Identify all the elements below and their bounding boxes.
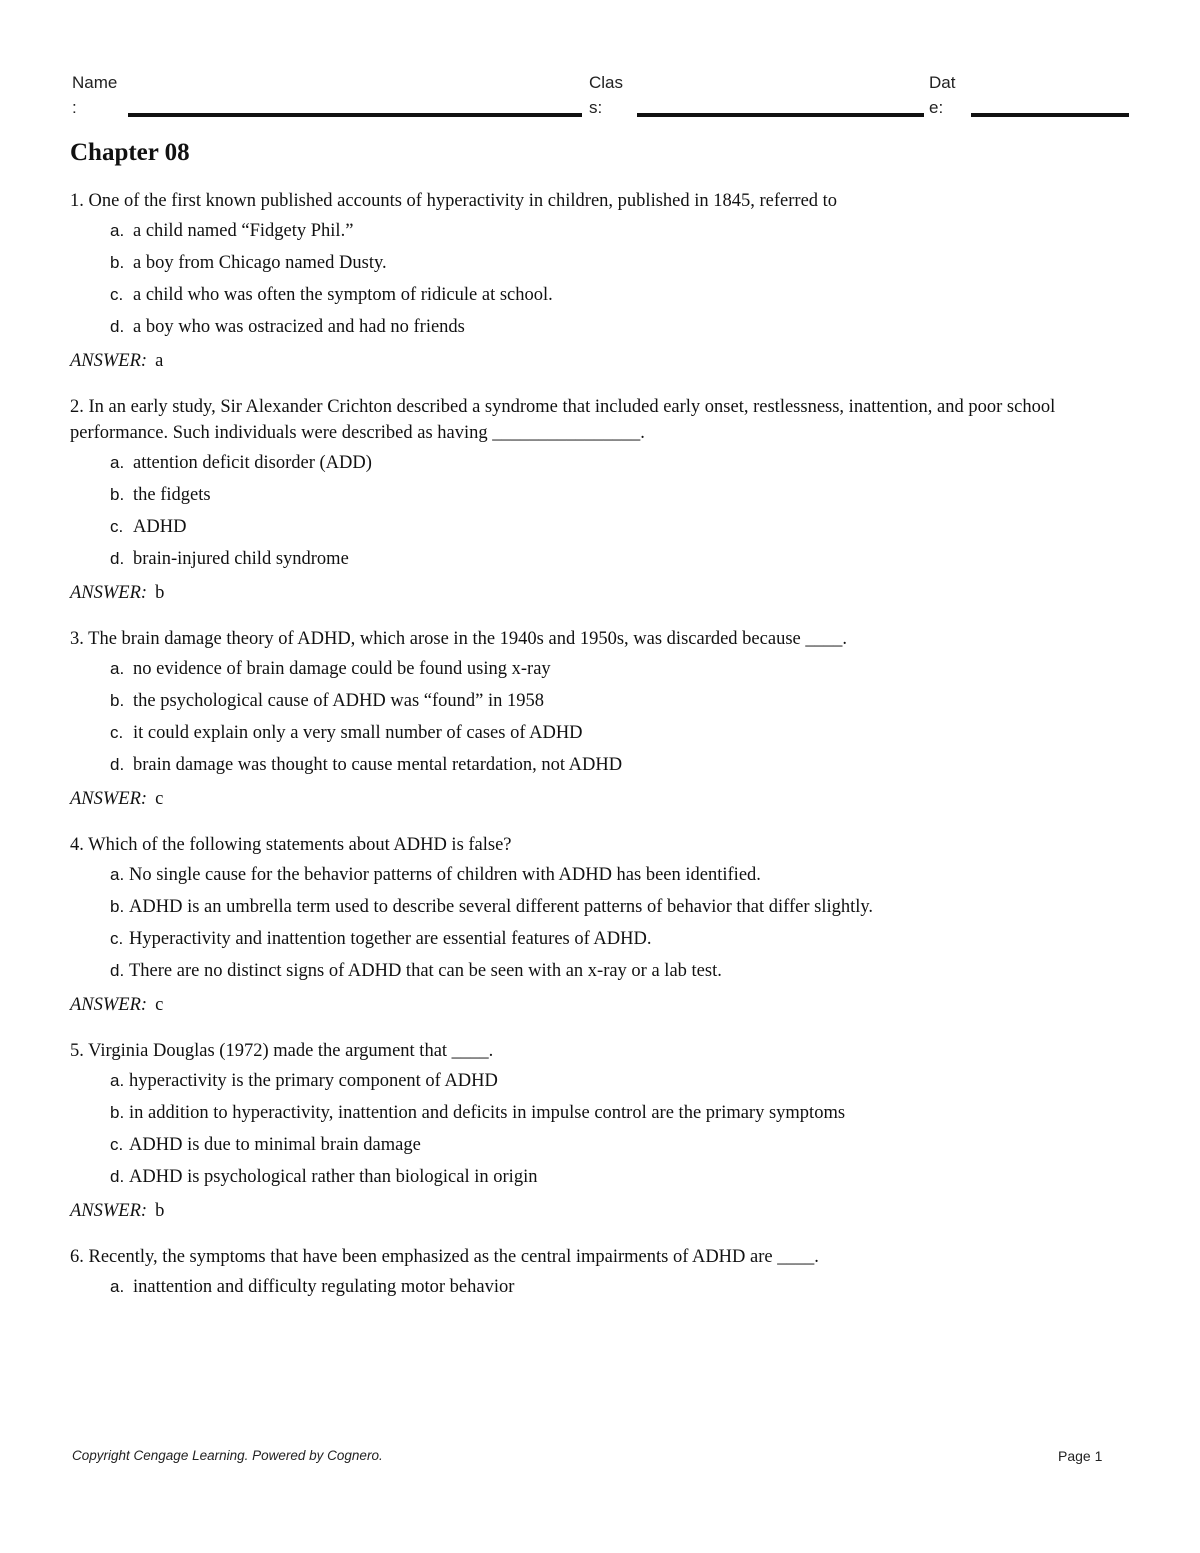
option-d	[110, 546, 1130, 572]
option-b	[110, 482, 1130, 508]
option-letter: c.	[110, 1135, 124, 1154]
option-d	[110, 314, 1130, 340]
option-c	[110, 514, 1130, 540]
option-letter: c.	[110, 517, 124, 536]
option-letter: a.	[110, 659, 125, 678]
option-text: a child named “Fidgety Phil.”	[133, 221, 354, 241]
date-label-bottom: e:	[929, 98, 944, 117]
class-label-bottom: s:	[589, 98, 603, 117]
answer	[70, 1198, 1130, 1224]
option-a	[110, 862, 1130, 888]
option-a	[110, 218, 1130, 244]
answer	[70, 992, 1130, 1018]
question-number: 1.	[70, 191, 84, 211]
question-text: One of the first known published accounts of hyperactivity in children, published in 1845, referred to	[88, 191, 838, 211]
name-label-top: Name	[72, 73, 118, 92]
option-text: No single cause for the behavior patterns of children with ADHD has been identified.	[129, 865, 761, 885]
question-stem	[70, 394, 1130, 446]
option-text: There are no distinct signs of ADHD that can be seen with an x-ray or a lab test.	[129, 961, 722, 981]
option-text: Hyperactivity and inattention together are essential features of ADHD.	[129, 929, 652, 949]
question-stem	[70, 832, 1130, 858]
question-1	[70, 188, 1130, 374]
name-line[interactable]	[128, 113, 582, 117]
question-list	[70, 188, 1130, 1316]
answer-value: b	[155, 583, 165, 603]
option-text: it could explain only a very small number of cases of ADHD	[133, 723, 583, 743]
option-c	[110, 1132, 1130, 1158]
option-c	[110, 926, 1130, 952]
option-letter: a.	[110, 1071, 125, 1090]
answer	[70, 348, 1130, 374]
class-label-top: Clas	[589, 73, 624, 92]
option-list	[70, 1068, 1130, 1190]
answer-label: ANSWER:	[70, 1201, 148, 1221]
option-letter: a.	[110, 1277, 125, 1296]
option-letter: a.	[110, 453, 125, 472]
option-text: a child who was often the symptom of ridicule at school.	[133, 285, 553, 305]
question-text: Virginia Douglas (1972) made the argument that ____.	[88, 1041, 494, 1061]
option-text: the fidgets	[133, 485, 211, 505]
option-text: brain damage was thought to cause mental retardation, not ADHD	[133, 755, 623, 775]
option-d	[110, 752, 1130, 778]
option-a	[110, 656, 1130, 682]
answer-value: b	[155, 1201, 165, 1221]
answer-value: a	[155, 351, 164, 371]
question-stem	[70, 1244, 1130, 1270]
option-d	[110, 958, 1130, 984]
question-6	[70, 1244, 1130, 1300]
option-text: ADHD is psychological rather than biological in origin	[129, 1167, 538, 1187]
option-letter: b.	[110, 253, 125, 272]
option-letter: a.	[110, 221, 125, 240]
option-text: attention deficit disorder (ADD)	[133, 453, 372, 473]
question-number: 5.	[70, 1041, 84, 1061]
question-2	[70, 394, 1130, 606]
option-list	[70, 218, 1130, 340]
answer-label: ANSWER:	[70, 583, 148, 603]
option-text: a boy from Chicago named Dusty.	[133, 253, 387, 273]
option-text: ADHD is an umbrella term used to describe several different patterns of behavior that differ slightly.	[129, 897, 874, 917]
option-list	[70, 862, 1130, 984]
option-b	[110, 688, 1130, 714]
option-letter: b.	[110, 1103, 125, 1122]
answer	[70, 786, 1130, 812]
question-text: Which of the following statements about ADHD is false?	[88, 835, 512, 855]
option-b	[110, 894, 1130, 920]
option-letter: c.	[110, 929, 124, 948]
option-letter: b.	[110, 897, 125, 916]
option-letter: d.	[110, 317, 125, 336]
question-3	[70, 626, 1130, 812]
option-letter: c.	[110, 285, 124, 304]
page-title: Chapter 08	[70, 139, 190, 166]
question-text: The brain damage theory of ADHD, which arose in the 1940s and 1950s, was discarded because ____.	[88, 629, 847, 649]
option-a	[110, 450, 1130, 476]
date-label-top: Dat	[929, 73, 956, 92]
page-number: Page 1	[1058, 1448, 1103, 1464]
option-letter: d.	[110, 961, 125, 980]
option-a	[110, 1068, 1130, 1094]
option-letter: d.	[110, 1167, 125, 1186]
option-c	[110, 720, 1130, 746]
copyright-notice: Copyright Cengage Learning. Powered by Cognero.	[72, 1448, 383, 1463]
option-list	[70, 656, 1130, 778]
question-5	[70, 1038, 1130, 1224]
option-text: in addition to hyperactivity, inattention and deficits in impulse control are the primary symptoms	[129, 1103, 846, 1123]
option-letter: c.	[110, 723, 124, 742]
option-text: inattention and difficulty regulating motor behavior	[133, 1277, 515, 1297]
answer	[70, 580, 1130, 606]
question-stem	[70, 1038, 1130, 1064]
option-letter: a.	[110, 865, 125, 884]
answer-label: ANSWER:	[70, 351, 148, 371]
date-line[interactable]	[971, 113, 1129, 117]
option-text: the psychological cause of ADHD was “found” in 1958	[133, 691, 545, 711]
option-list	[70, 450, 1130, 572]
class-line[interactable]	[637, 113, 924, 117]
question-text: In an early study, Sir Alexander Crichton described a syndrome that included early onset, restlessness, inattention, and poor school performance. Such individuals were described as having ________________.	[70, 397, 1056, 443]
option-letter: b.	[110, 485, 125, 504]
question-stem	[70, 188, 1130, 214]
option-text: ADHD is due to minimal brain damage	[129, 1135, 421, 1155]
option-letter: b.	[110, 691, 125, 710]
question-number: 2.	[70, 397, 84, 417]
option-letter: d.	[110, 755, 125, 774]
option-text: a boy who was ostracized and had no friends	[133, 317, 465, 337]
question-stem	[70, 626, 1130, 652]
option-list	[70, 1274, 1130, 1300]
question-number: 6.	[70, 1247, 84, 1267]
option-text: brain-injured child syndrome	[133, 549, 349, 569]
option-text: ADHD	[133, 517, 187, 537]
option-text: no evidence of brain damage could be found using x-ray	[133, 659, 551, 679]
question-number: 4.	[70, 835, 84, 855]
option-letter: d.	[110, 549, 125, 568]
option-text: hyperactivity is the primary component of ADHD	[129, 1071, 498, 1091]
option-d	[110, 1164, 1130, 1190]
answer-label: ANSWER:	[70, 789, 148, 809]
question-text: Recently, the symptoms that have been emphasized as the central impairments of ADHD are ____.	[88, 1247, 819, 1267]
option-b	[110, 1100, 1130, 1126]
question-4	[70, 832, 1130, 1018]
option-a	[110, 1274, 1130, 1300]
answer-value: c	[155, 789, 164, 809]
answer-value: c	[155, 995, 164, 1015]
option-b	[110, 250, 1130, 276]
option-c	[110, 282, 1130, 308]
answer-label: ANSWER:	[70, 995, 148, 1015]
name-label-bottom: :	[72, 98, 77, 117]
question-number: 3.	[70, 629, 84, 649]
